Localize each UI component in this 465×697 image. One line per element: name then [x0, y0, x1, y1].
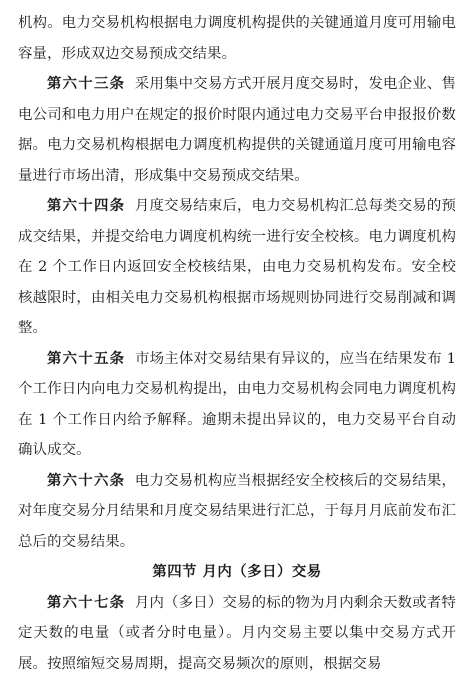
article-number: 第六十五条 — [47, 350, 126, 367]
article-64 — [18, 191, 456, 344]
article-67 — [18, 588, 456, 680]
section-heading: 第四节 月内（多日）交易 — [152, 564, 322, 580]
article-text: 月度交易结束后，电力交易机构汇总每类交易的预成交结果，并提交给电力调度机构统一进行安全校核。电力调度机构在 2 个工作日内返回安全校核结果，由电力交易机构发布。安全校核越限时，由相关电力交易机构根据市场规则协同进行交易削减和调整。 — [18, 198, 456, 336]
article-65 — [18, 344, 456, 466]
article-number: 第六十六条 — [47, 472, 126, 489]
article-text: 采用集中交易方式开展月度交易时，发电企业、售电公司和电力用户在规定的报价时限内通过电力交易平台申报报价数据。电力交易机构根据电力调度机构提供的关键通道月度可用输电容量进行市场出清，形成集中交易预成交结果。 — [18, 76, 456, 184]
article-text: 月内（多日）交易的标的物为月内剩余天数或者特定天数的电量（或者分时电量）。月内交易主要以集中交易方式开展。按照缩短交易周期，提高交易频次的原则，根据交易 — [18, 594, 456, 672]
article-63 — [18, 69, 456, 191]
article-number: 第六十四条 — [47, 198, 126, 214]
continuation-paragraph — [18, 8, 456, 69]
article-number: 第六十三条 — [47, 76, 126, 92]
article-text: 电力交易机构应当根据经安全校核后的交易结果，对年度交易分月结果和月度交易结果进行汇总，于每月月底前发布汇总后的交易结果。 — [18, 472, 456, 550]
article-66 — [18, 466, 456, 558]
article-number: 第六十七条 — [47, 594, 126, 611]
article-text: 市场主体对交易结果有异议的，应当在结果发布 1 个工作日内向电力交易机构提出，由电力交易机构会同电力调度机构在 1 个工作日内给予解释。逾期未提出异议的，电力交易平台自动确认成交。 — [18, 350, 456, 458]
continuation-text: 机构。电力交易机构根据电力调度机构提供的关键通道月度可用输电容量，形成双边交易预成交结果。 — [18, 15, 456, 62]
